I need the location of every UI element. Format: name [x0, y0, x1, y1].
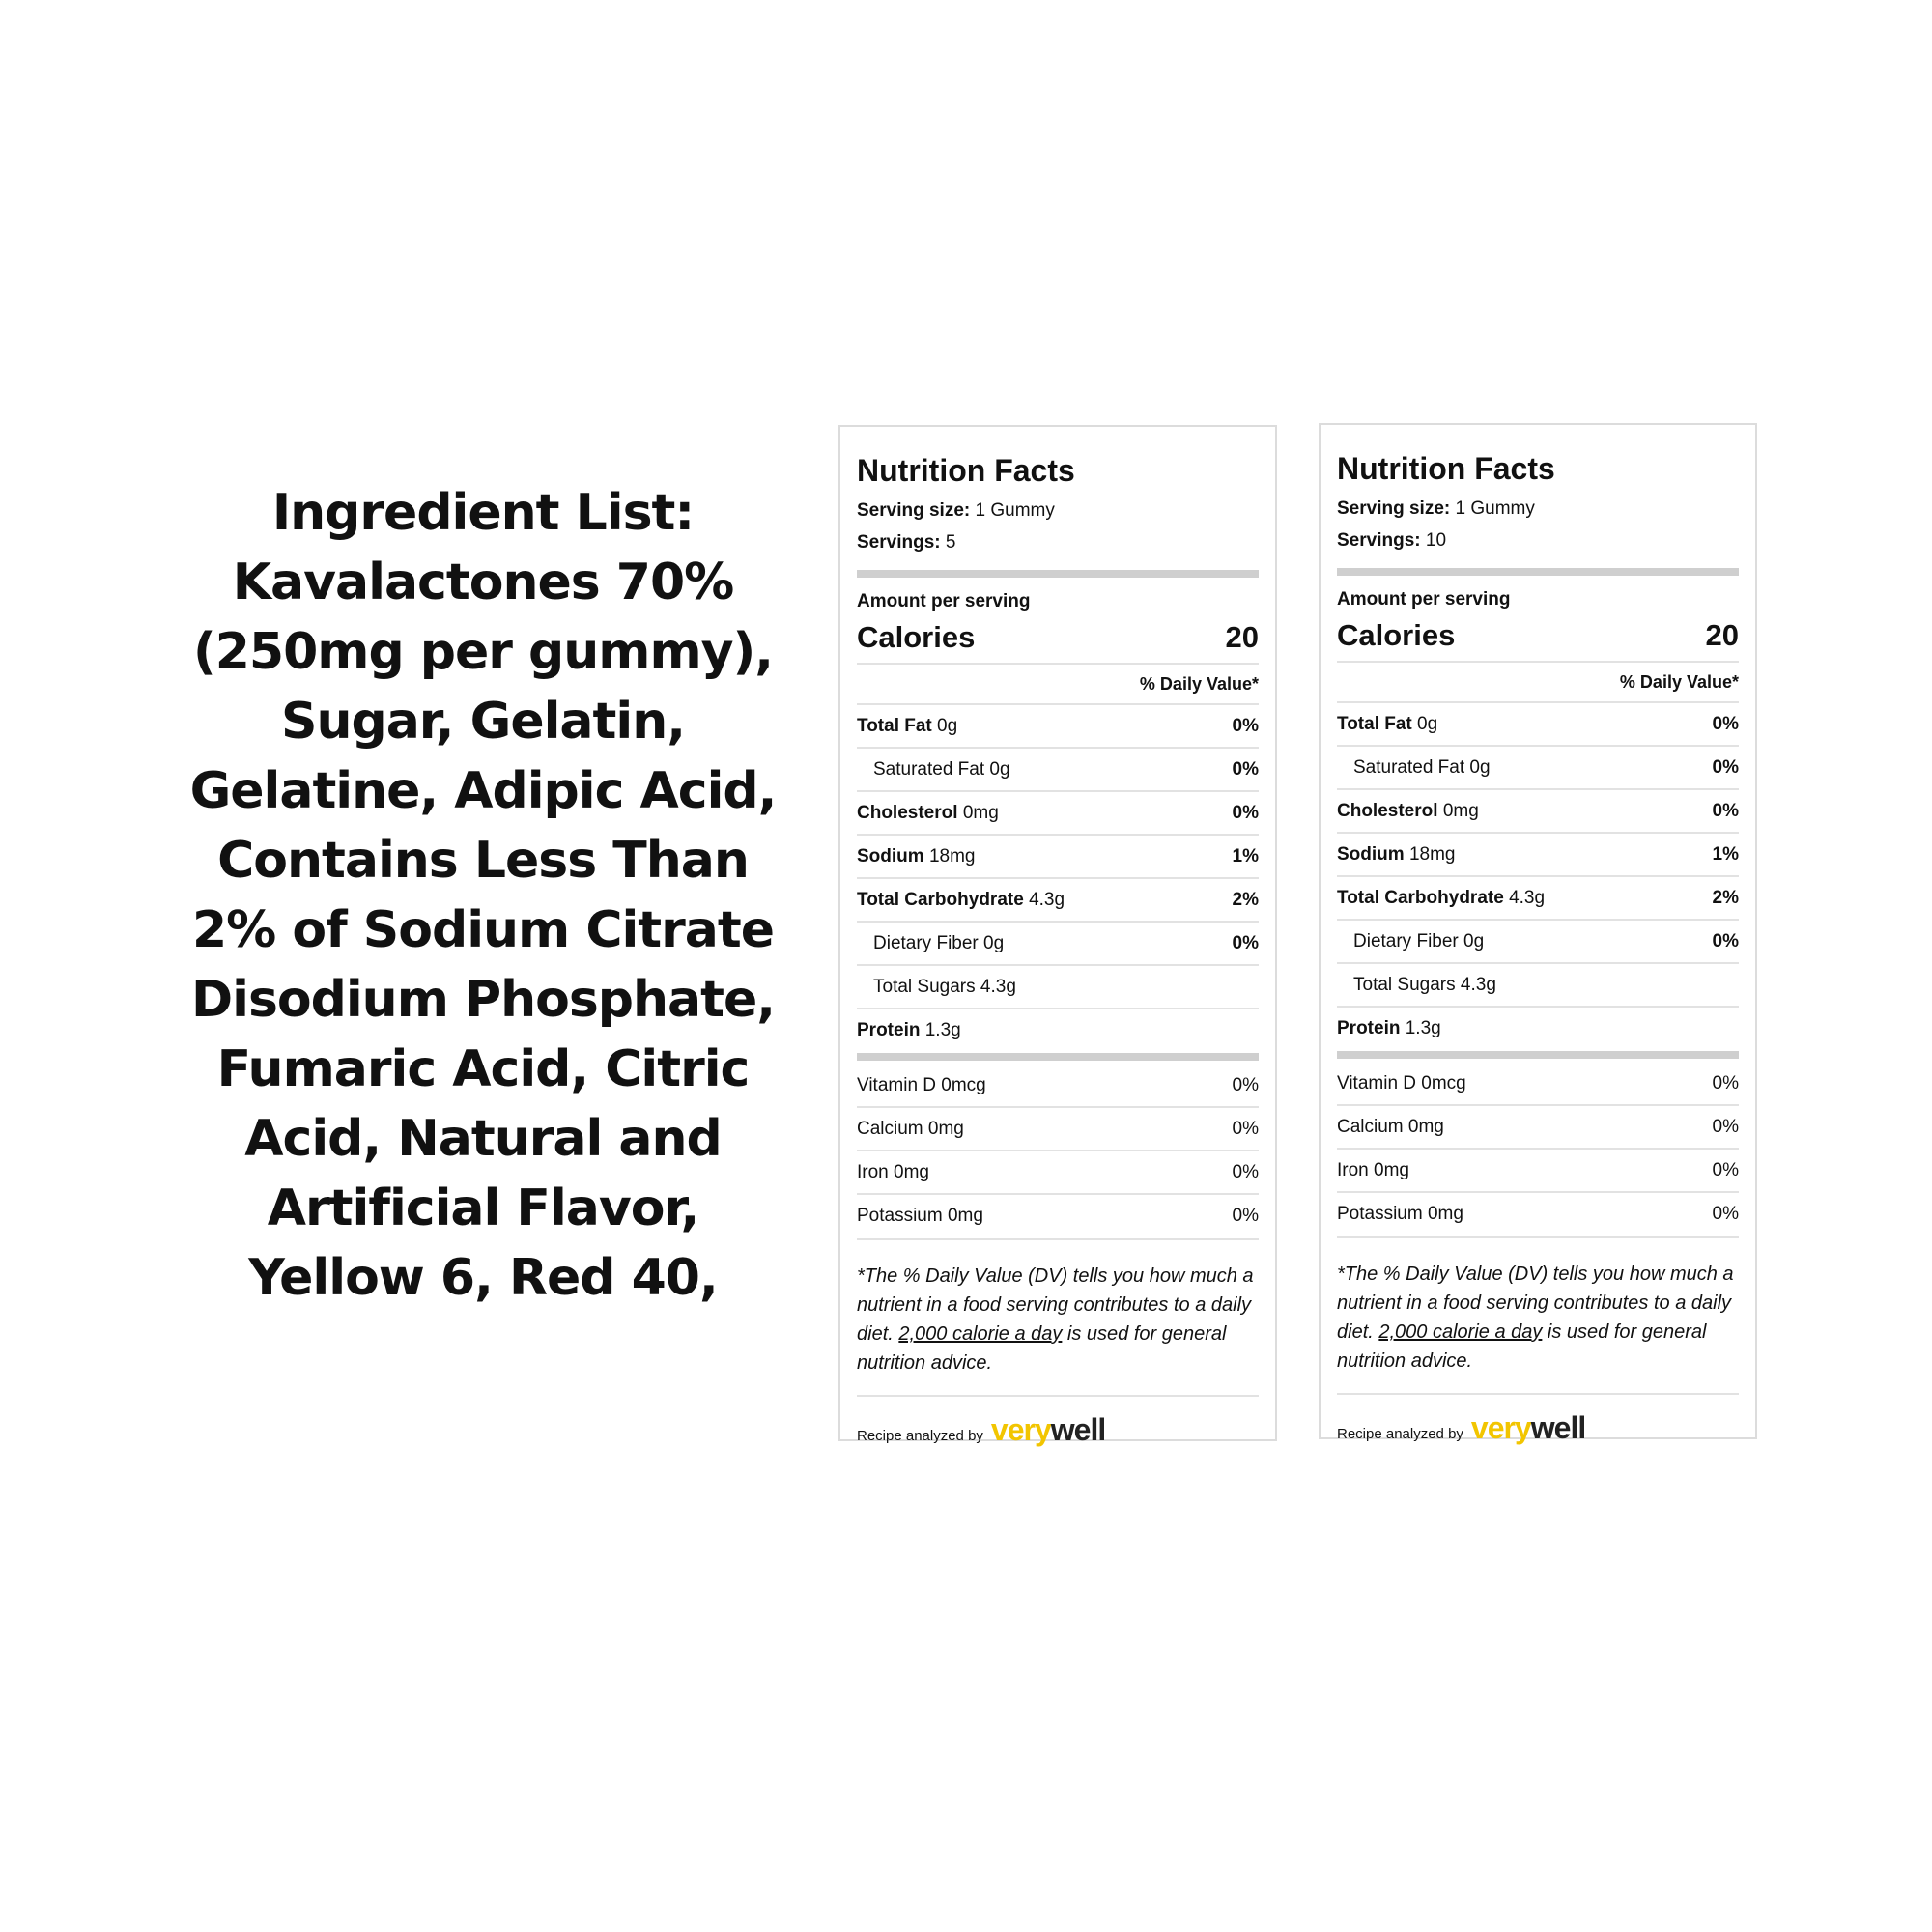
analyzed-by: Recipe analyzed by verywell: [857, 1412, 1106, 1447]
calories-row: [1337, 614, 1739, 663]
daily-value-header: % Daily Value*: [857, 665, 1259, 705]
ingredient-line: Fumaric Acid, Citric: [216, 1040, 750, 1098]
daily-value-footnote: *The % Daily Value (DV) tells you how much a nutrient in a food serving contributes to a daily diet. 2,000 calorie a day is used for general nutrition advice.: [857, 1238, 1259, 1397]
ingredient-line: Ingredient List:: [271, 484, 695, 542]
divider: [857, 1053, 1259, 1061]
ingredient-line: Yellow 6, Red 40,: [248, 1249, 718, 1307]
ingredient-line: Acid, Natural and: [244, 1110, 722, 1168]
daily-value-footnote: *The % Daily Value (DV) tells you how much a nutrient in a food serving contributes to a daily diet. 2,000 calorie a day is used for general nutrition advice.: [1337, 1236, 1739, 1395]
daily-value-header: % Daily Value*: [1337, 663, 1739, 703]
vitamin-row: Iron 0mg 0%: [1337, 1150, 1739, 1193]
nutrient-row: Total Carbohydrate 4.3g 2%: [857, 879, 1259, 923]
servings: Servings: 10: [1337, 530, 1447, 551]
ingredient-line: Contains Less Than: [217, 832, 749, 890]
verywell-logo: verywell: [990, 1412, 1106, 1447]
ingredient-list: [164, 478, 802, 1313]
nutrient-row: Total Fat 0g 0%: [1337, 703, 1739, 747]
vitamin-row: Iron 0mg 0%: [857, 1151, 1259, 1195]
nutrient-row: Sodium 18mg 1%: [857, 836, 1259, 879]
nutrient-row: Protein 1.3g: [1337, 1017, 1441, 1038]
nutrient-row: Dietary Fiber 0g 0%: [1337, 921, 1739, 964]
serving-size: Serving size: 1 Gummy: [857, 500, 1055, 521]
calories-value: 20: [1705, 618, 1739, 652]
ingredient-line: (250mg per gummy),: [192, 623, 774, 681]
vitamin-row: Vitamin D 0mcg 0%: [1337, 1063, 1739, 1106]
verywell-logo: verywell: [1470, 1410, 1586, 1445]
divider: [1337, 568, 1739, 576]
calories-row: [857, 616, 1259, 665]
panel-title: Nutrition Facts: [1337, 451, 1555, 486]
amount-per-serving: Amount per serving: [1337, 589, 1511, 610]
vitamin-row: Vitamin D 0mcg 0%: [857, 1065, 1259, 1108]
servings: Servings: 5: [857, 532, 956, 553]
nutrient-row: Total Carbohydrate 4.3g 2%: [1337, 877, 1739, 921]
nutrient-row: Protein 1.3g: [857, 1019, 961, 1040]
ingredient-line: 2% of Sodium Citrate: [191, 901, 775, 959]
calories-value: 20: [1225, 620, 1259, 654]
nutrition-panel-5-servings: [838, 425, 1277, 1447]
calories-label: Calories: [857, 620, 976, 654]
nutrient-row: Cholesterol 0mg 0%: [1337, 790, 1739, 834]
nutrient-row: Sodium 18mg 1%: [1337, 834, 1739, 877]
nutrient-row: Saturated Fat 0g 0%: [1337, 747, 1739, 790]
serving-size: Serving size: 1 Gummy: [1337, 498, 1535, 519]
panel-title: Nutrition Facts: [857, 453, 1075, 488]
ingredient-line: Kavalactones 70%: [232, 554, 734, 611]
ingredient-line: Artificial Flavor,: [267, 1179, 699, 1237]
nutrient-row: Total Fat 0g 0%: [857, 705, 1259, 749]
vitamin-row: Calcium 0mg 0%: [1337, 1106, 1739, 1150]
vitamin-row: Calcium 0mg 0%: [857, 1108, 1259, 1151]
vitamin-row: Potassium 0mg 0%: [1337, 1203, 1739, 1224]
analyzed-by: Recipe analyzed by verywell: [1337, 1410, 1586, 1445]
nutrient-row: Total Sugars 4.3g: [857, 966, 1259, 1009]
amount-per-serving: Amount per serving: [857, 591, 1031, 611]
ingredient-line: Gelatine, Adipic Acid,: [189, 762, 777, 820]
nutrient-row: Total Sugars 4.3g: [1337, 964, 1739, 1008]
divider: [1337, 1051, 1739, 1059]
nutrient-row: Saturated Fat 0g 0%: [857, 749, 1259, 792]
ingredient-line: Sugar, Gelatin,: [281, 693, 685, 751]
nutrient-row: Cholesterol 0mg 0%: [857, 792, 1259, 836]
ingredient-line: Disodium Phosphate,: [190, 971, 776, 1029]
divider: [857, 570, 1259, 578]
nutrient-row: Dietary Fiber 0g 0%: [857, 923, 1259, 966]
nutrition-panel-10-servings: [1319, 423, 1757, 1445]
vitamin-row: Potassium 0mg 0%: [857, 1205, 1259, 1226]
calories-label: Calories: [1337, 618, 1456, 652]
